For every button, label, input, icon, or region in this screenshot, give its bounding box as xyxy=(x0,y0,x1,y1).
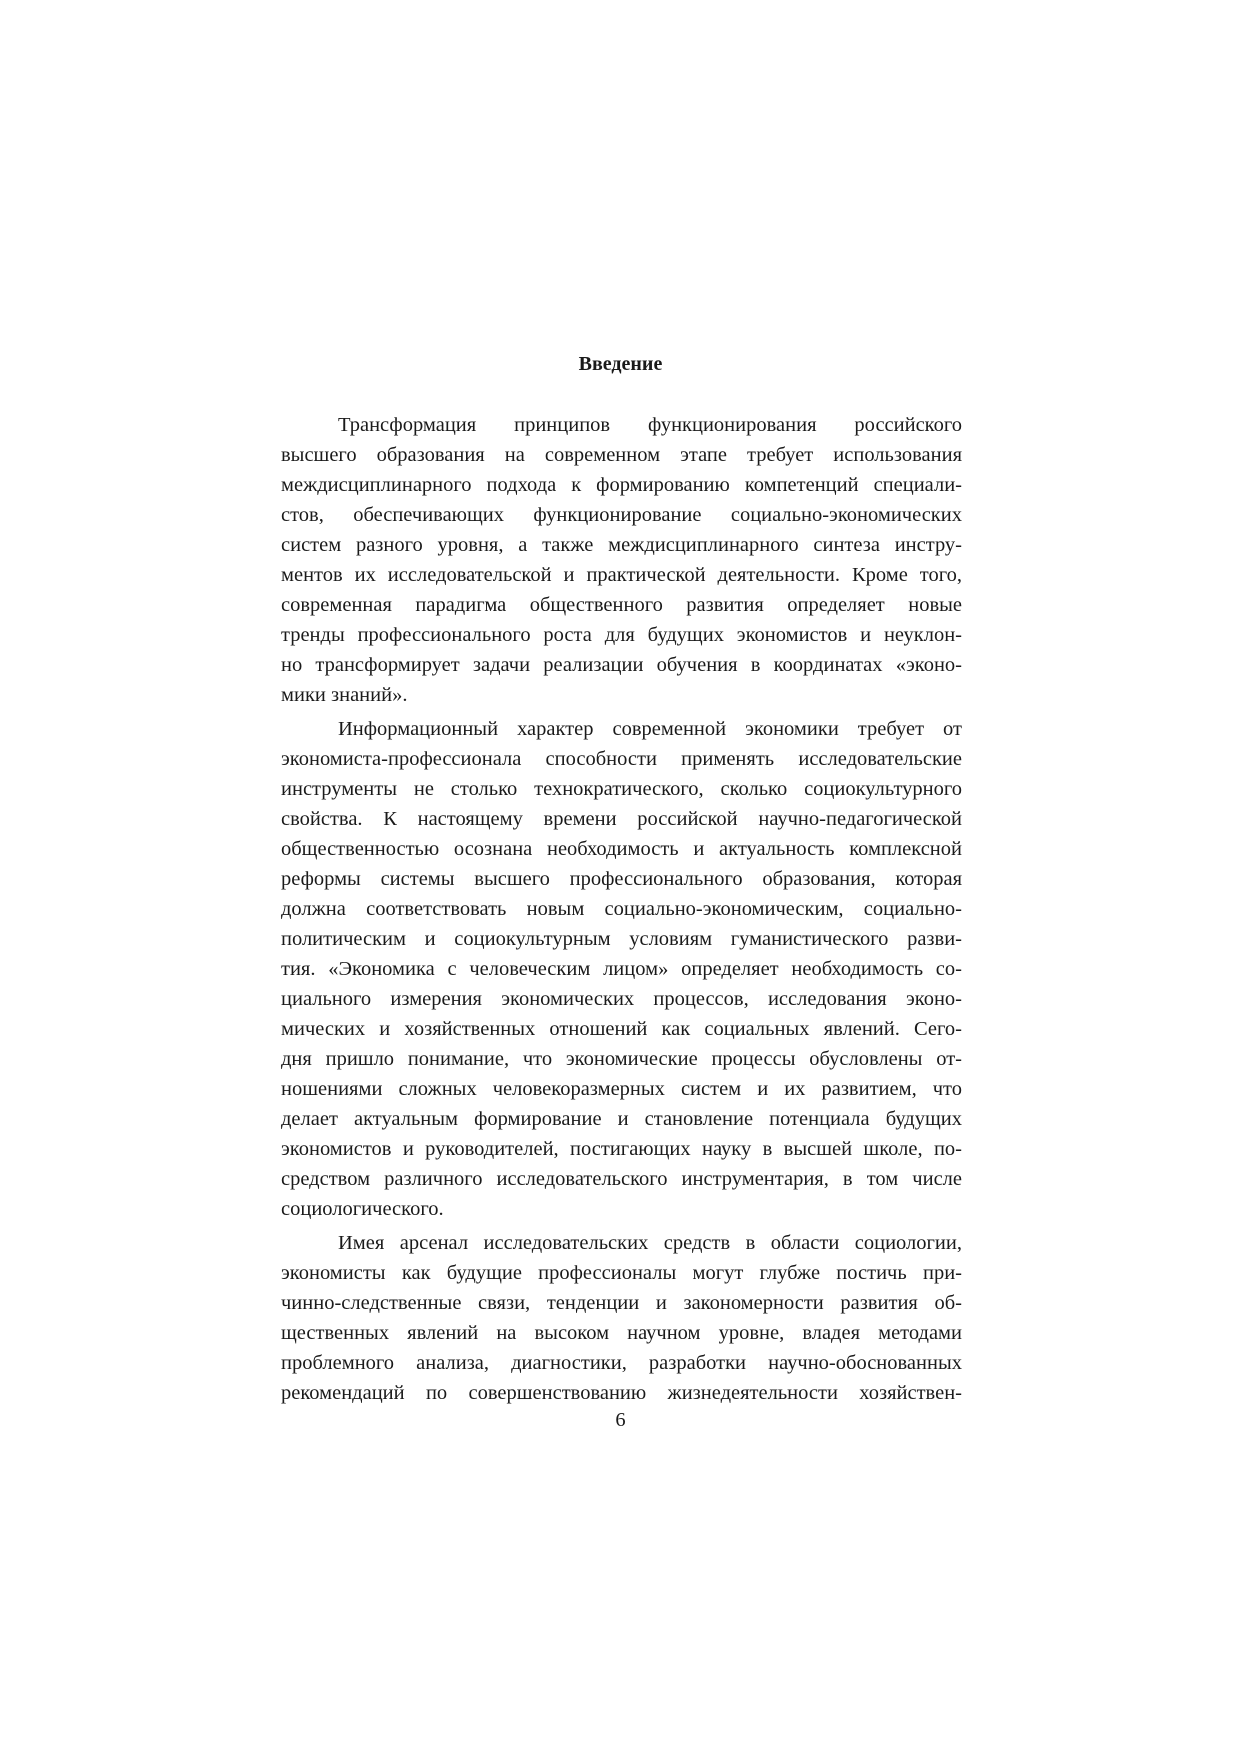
text-line: мических и хозяйственных отношений как социальных явлений. Сего- xyxy=(281,1018,962,1040)
text-line: инструменты не столько технократического, сколько социокультурного xyxy=(281,778,962,800)
paragraph xyxy=(281,1228,962,1408)
text-line: ношениями сложных человекоразмерных систем и их развитием, что xyxy=(281,1078,962,1100)
text-line: чинно-следственные связи, тенденции и закономерности развития об- xyxy=(281,1292,962,1314)
body-text xyxy=(281,410,962,1408)
paragraph xyxy=(281,714,962,1224)
text-line: мики знаний». xyxy=(281,684,408,706)
text-line: щественных явлений на высоком научном уровне, владея методами xyxy=(281,1322,962,1344)
text-line: современная парадигма общественного развития определяет новые xyxy=(281,594,962,616)
text-line: свойства. К настоящему времени российской научно-педагогической xyxy=(281,808,962,830)
text-line: Информационный характер современной экономики требует от xyxy=(338,718,962,740)
text-line: Трансформация принципов функционирования российского xyxy=(338,414,962,436)
text-line: проблемного анализа, диагностики, разработки научно-обоснованных xyxy=(281,1352,962,1374)
text-line: общественностью осознана необходимость и актуальность комплексной xyxy=(281,838,962,860)
page-number: 6 xyxy=(615,1409,626,1431)
text-line: Имея арсенал исследовательских средств в области социологии, xyxy=(338,1232,962,1254)
text-line: экономиста-профессионала способности применять исследовательские xyxy=(281,748,962,770)
text-line: экономистов и руководителей, постигающих науку в высшей школе, по- xyxy=(281,1138,962,1160)
text-line: рекомендаций по совершенствованию жизнедеятельности хозяйствен- xyxy=(281,1382,962,1404)
text-line: тия. «Экономика с человеческим лицом» определяет необходимость со- xyxy=(281,958,962,980)
text-line: высшего образования на современном этапе требует использования xyxy=(281,444,962,466)
text-line: стов, обеспечивающих функционирование социально-экономических xyxy=(281,504,962,526)
paragraph xyxy=(281,410,962,710)
text-line: должна соответствовать новым социально-экономическим, социально- xyxy=(281,898,962,920)
text-line: делает актуальным формирование и становление потенциала будущих xyxy=(281,1108,962,1130)
text-line: систем разного уровня, а также междисциплинарного синтеза инстру- xyxy=(281,534,962,556)
text-line: дня пришло понимание, что экономические процессы обусловлены от- xyxy=(281,1048,962,1070)
text-line: ментов их исследовательской и практической деятельности. Кроме того, xyxy=(281,564,962,586)
page-title: Введение xyxy=(578,353,663,375)
text-line: междисциплинарного подхода к формированию компетенций специали- xyxy=(281,474,962,496)
text-line: средством различного исследовательского инструментария, в том числе xyxy=(281,1168,962,1190)
text-line: политическим и социокультурным условиям гуманистического разви- xyxy=(281,928,962,950)
text-line: экономисты как будущие профессионалы могут глубже постичь при- xyxy=(281,1262,962,1284)
text-line: циального измерения экономических процессов, исследования эконо- xyxy=(281,988,962,1010)
text-line: тренды профессионального роста для будущих экономистов и неуклон- xyxy=(281,624,962,646)
text-line: но трансформирует задачи реализации обучения в координатах «эконо- xyxy=(281,654,962,676)
text-line: социологического. xyxy=(281,1198,444,1220)
text-line: реформы системы высшего профессионального образования, которая xyxy=(281,868,962,890)
